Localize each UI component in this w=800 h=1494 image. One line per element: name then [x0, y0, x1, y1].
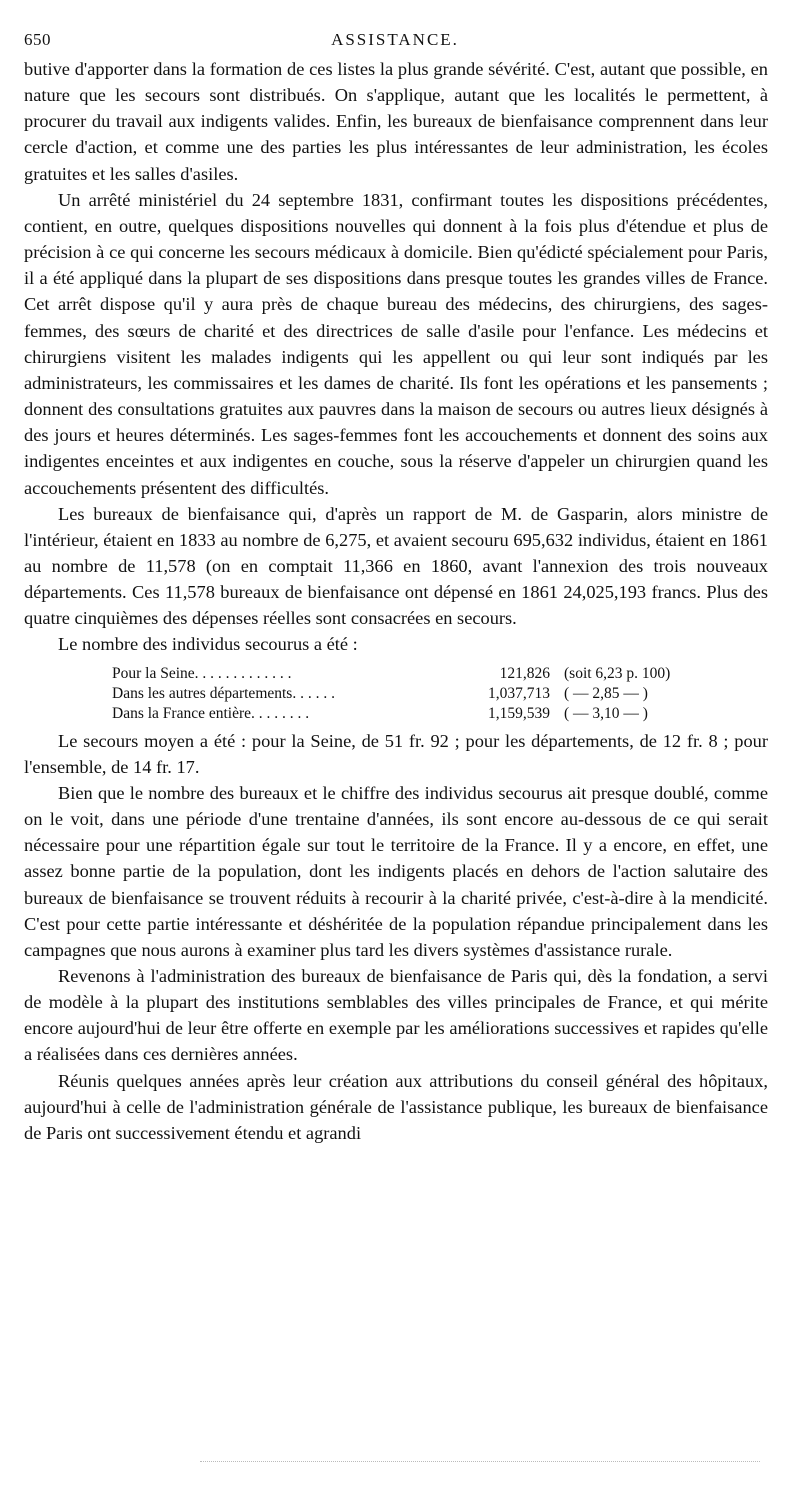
paragraph: Bien que le nombre des bureaux et le chiffre des individus secourus ait presque doublé, comme on le voit, dans une période d'une trentaine d'années, ils sont encore au-dessous de ce qui serait nécessaire pour une répartition égale sur tout le territoire de la France. Il y a encore, en effet, une assez bonne partie de la population, dont les indigents placés en dehors de l'action salutaire des bureaux de bienfaisance se trouvent réduits à recourir à la charité privée, c'est-à-dire à la mendicité. C'est pour cette partie intéressante et déshéritée de la population répandue principalement dans les campagnes que nous aurons à examiner plus tard les divers systèmes d'assistance rurale.: [24, 782, 768, 960]
row-label: Dans la France entière. . . . . . . .: [112, 704, 310, 722]
bottom-bleed-line: [200, 1461, 760, 1462]
paragraph: Les bureaux de bienfaisance qui, d'après un rapport de M. de Gasparin, alors ministre de l'intérieur, étaient en 1833 au nombre de 6,275, et avaient secouru 695,632 individus, étaient en 1861 au nombre de 11,578 (on en comptait 11,366 en 1860, avant l'annexion des trois nouveaux départements. Ces 11,578 bureaux de bienfaisance ont dépensé en 1861 24,025,193 francs. Plus des quatre cinquièmes des dépenses réelles sont consacrées en secours.: [24, 503, 768, 629]
table-row: [112, 684, 712, 704]
row-value: 1,037,713: [488, 684, 550, 702]
paragraph: Un arrêté ministériel du 24 septembre 1831, confirmant toutes les dispositions précédentes, contient, en outre, quelques dispositions nouvelles qui donnent à la fois plus d'étendue et plus de précision à ce qui concerne les secours médicaux à domicile. Bien qu'édicté spécialement pour Paris, il a été appliqué dans la plupart de ses dispositions dans presque toutes les grandes villes de France. Cet arrêt dispose qu'il y aura près de chaque bureau des médecins, des chirurgiens, des sages-femmes, des sœurs de charité et des directrices de salle d'asile pour l'enfance. Les médecins et chirurgiens visitent les malades indigents qui les appellent ou qui leur sont indiqués par les administrateurs, les commissaires et les dames de charité. Ils font les opérations et les pansements ; donnent des consultations gratuites aux pauvres dans la maison de secours ou autres lieux désignés à des jours et heures déterminés. Les sages-femmes font les accouchements et donnent des soins aux indigentes enceintes et aux indigentes en couche, sous la réserve d'appeler un chirurgien quand les accouchements présentent des difficultés.: [24, 189, 768, 498]
paragraph: Revenons à l'administration des bureaux de bienfaisance de Paris qui, dès la fondation, a servi de modèle à la plupart des institutions semblables des villes principales de France, et qui mérite encore aujourd'hui de leur être offerte en exemple par les améliorations successives et rapides qu'elle a réalisées dans ces dernières années.: [24, 966, 768, 1065]
paragraph-continued: butive d'apporter dans la formation de ces listes la plus grande sévérité. C'est, autant que possible, en nature que les secours sont distribués. On s'applique, autant que les localités le permettent, à procurer du travail aux indigents valides. Enfin, les bureaux de bienfaisance comprennent dans leur cercle d'action, et comme une des parties les plus intéressantes de leur administration, les écoles gratuites et les salles d'asiles.: [24, 59, 768, 184]
running-title: ASSISTANCE.: [331, 30, 459, 49]
table-row: [112, 664, 712, 684]
row-percent: (soit 6,23 p. 100): [564, 664, 671, 682]
row-value: 121,826: [499, 664, 550, 682]
row-value: 1,159,539: [488, 704, 550, 722]
row-percent: ( — 3,10 — ): [564, 704, 648, 722]
page-number: 650: [24, 30, 51, 49]
paragraph-truncated: Réunis quelques années après leur création aux attributions du conseil général des hôpitaux, aujourd'hui à celle de l'administration générale de l'assistance publique, les bureaux de bienfaisance de Paris ont successivement étendu et agrandi: [24, 1070, 768, 1143]
page-header: [24, 30, 766, 56]
row-label: Dans les autres départements. . . . . .: [112, 684, 335, 702]
row-percent: ( — 2,85 — ): [564, 684, 648, 702]
body-text: [24, 56, 768, 1146]
paragraph: Le secours moyen a été : pour la Seine, de 51 fr. 92 ; pour les départements, de 12 fr. 8 ; pour l'ensemble, de 14 fr. 17.: [24, 730, 768, 777]
row-label: Pour la Seine. . . . . . . . . . . . .: [112, 664, 292, 682]
statistics-table: [112, 664, 712, 724]
paragraph-table-intro: Le nombre des individus secourus a été :: [58, 634, 358, 655]
table-row: [112, 704, 712, 724]
